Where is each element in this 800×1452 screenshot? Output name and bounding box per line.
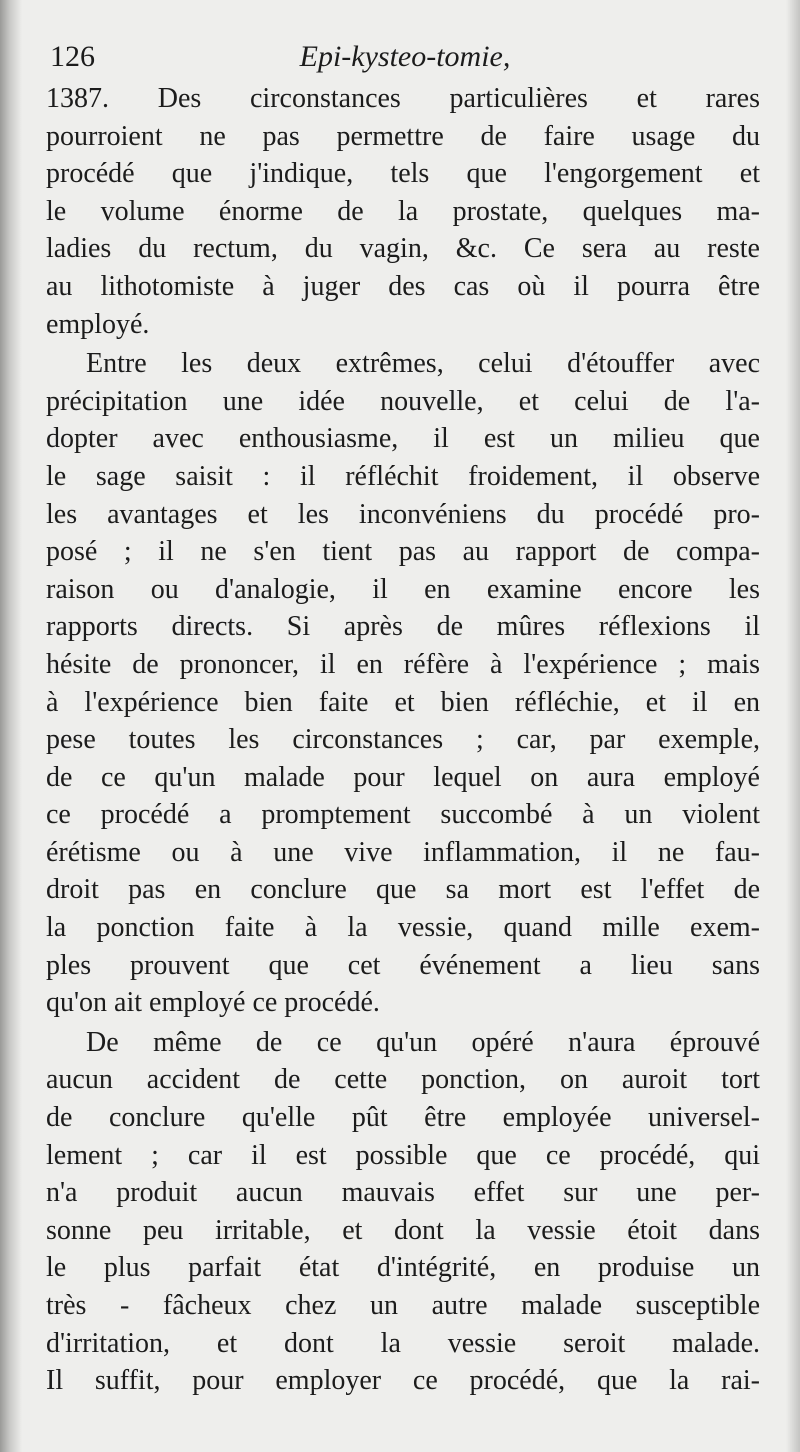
text-line: 1387. Des circonstances particulières et rares — [46, 83, 760, 114]
text-line: Il suffit, pour employer ce procédé, que la rai- — [46, 1365, 760, 1397]
text-line: précipitation une idée nouvelle, et celui de l'a- — [46, 385, 760, 417]
text-line: à l'expérience bien faite et bien réfléchie, et il en — [46, 686, 760, 718]
text-line: de conclure qu'elle pût être employée universel- — [46, 1102, 760, 1134]
text-line: aucun accident de cette ponction, on auroit tort — [46, 1064, 760, 1096]
text-line: dopter avec enthousiasme, il est un milieu que — [46, 423, 760, 455]
text-line: raison ou d'analogie, il en examine encore les — [46, 573, 760, 605]
paragraph-de-meme — [46, 1024, 760, 1400]
text-line: ladies du rectum, du vagin, &c. Ce sera au reste — [46, 233, 760, 265]
text-line: lement ; car il est possible que ce procédé, qui — [46, 1139, 760, 1171]
text-line: procédé que j'indique, tels que l'engorgement et — [46, 158, 760, 190]
running-title: Epi-kysteo-tomie, — [299, 40, 511, 73]
text-line: le sage saisit : il réfléchit froidement, il observe — [46, 460, 760, 492]
body-text — [46, 80, 760, 1400]
text-line: droit pas en conclure que sa mort est l'effet de — [46, 874, 760, 906]
paragraph-1387 — [46, 80, 760, 343]
text-line: érétisme ou à une vive inflammation, il ne fau- — [46, 836, 760, 868]
text-line: pese toutes les circonstances ; car, par exemple, — [46, 724, 760, 756]
page-number: 126 — [50, 40, 95, 73]
text-line: n'a produit aucun mauvais effet sur une per- — [46, 1177, 760, 1209]
text-line: d'irritation, et dont la vessie seroit malade. — [46, 1327, 760, 1359]
text-line: le plus parfait état d'intégrité, en produise un — [46, 1252, 760, 1284]
text-line: de ce qu'un malade pour lequel on aura employé — [46, 761, 760, 793]
text-line: ce procédé a promptement succombé à un violent — [46, 799, 760, 831]
text-line: Entre les deux extrêmes, celui d'étouffer avec — [86, 348, 760, 380]
text-line: la ponction faite à la vessie, quand mille exem- — [46, 912, 760, 944]
paragraph-extremes — [46, 345, 760, 1022]
text-line: hésite de prononcer, il en réfère à l'expérience ; mais — [46, 648, 760, 680]
page-header — [50, 40, 760, 80]
text-line: ples prouvent que cet événement a lieu sans — [46, 949, 760, 981]
text-line: sonne peu irritable, et dont la vessie étoit dans — [46, 1214, 760, 1246]
text-line: rapports directs. Si après de mûres réflexions il — [46, 611, 760, 643]
text-line: les avantages et les inconvéniens du procédé pro- — [46, 498, 760, 530]
text-line: De même de ce qu'un opéré n'aura éprouvé — [86, 1026, 760, 1058]
text-line: au lithotomiste à juger des cas où il pourra être — [46, 270, 760, 302]
text-line: très - fâcheux chez un autre malade susceptible — [46, 1290, 760, 1321]
text-line: qu'on ait employé ce procédé. — [46, 987, 380, 1019]
text-line: pourroient ne pas permettre de faire usage du — [46, 120, 760, 152]
text-line: employé. — [46, 308, 150, 340]
text-line: posé ; il ne s'en tient pas au rapport de compa- — [46, 536, 760, 568]
text-line: le volume énorme de la prostate, quelques ma- — [46, 195, 760, 227]
